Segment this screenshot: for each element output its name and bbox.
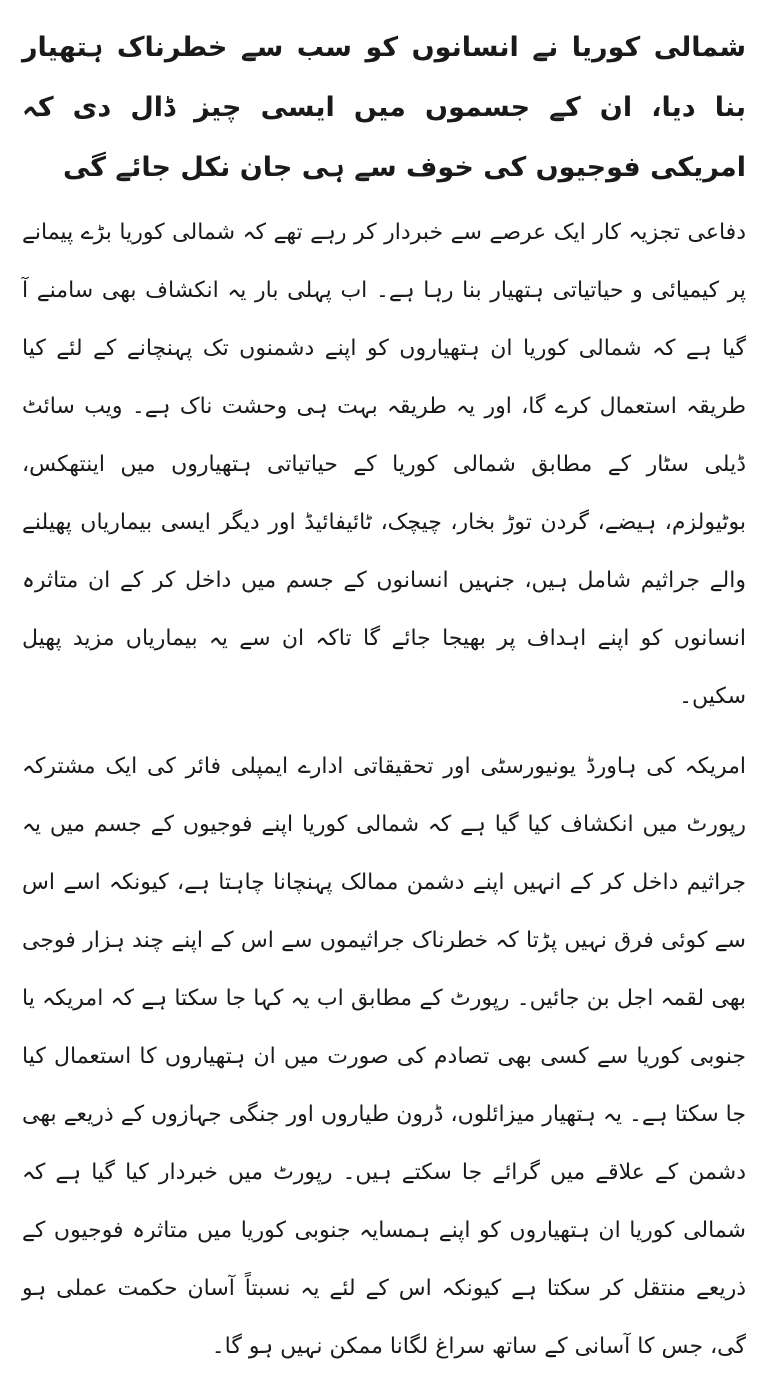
article-paragraph-1: دفاعی تجزیہ کار ایک عرصے سے خبردار کر رہے تھے کہ شمالی کوریا بڑے پیمانے پر کیمیائی و حیاتیاتی ہتھیار بنا رہا ہے۔ اب پہلی بار یہ انکشاف بھی سامنے آ گیا ہے کہ شمالی کوریا ان ہتھیاروں کو اپنے دشمنوں تک پہنچانے کے لئے کیا طریقہ استعمال کرے گا، اور یہ طریقہ بہت ہی وحشت ناک ہے۔ ویب سائٹ ڈیلی سٹار کے مطابق شمالی کوریا کے حیاتیاتی ہتھیاروں میں اینتھکس، بوٹیولزم، ہیضے، گردن توڑ بخار، چیچک، ٹائیفائیڈ اور دیگر ایسی بیماریاں پھیلنے والے جراثیم شامل ہیں، جنہیں انسانوں کے جسم میں داخل کر کے ان متاثرہ انسانوں کو اپنے اہداف پر بھیجا جائے گا تاکہ ان سے یہ بیماریاں مزید پھیل سکیں۔ [22, 220, 746, 709]
article-headline: شمالی کوریا نے انسانوں کو سب سے خطرناک ہتھیار بنا دیا، ان کے جسموں میں ایسی چیز ڈال دی کہ امریکی فوجیوں کی خوف سے ہی جان نکل جائے گی [22, 32, 746, 183]
article-paragraph-2: امریکہ کی ہاورڈ یونیورسٹی اور تحقیقاتی ادارے ایمپلی فائر کی ایک مشترکہ رپورٹ میں انکشاف کیا گیا ہے کہ شمالی کوریا اپنے فوجیوں کے جسم میں یہ جراثیم داخل کر کے انہیں اپنے دشمن ممالک پہنچانا چاہتا ہے، کیونکہ اسے اس سے کوئی فرق نہیں پڑتا کہ خطرناک جراثیموں سے اس کے اپنے چند ہزار فوجی بھی لقمہ اجل بن جائیں۔ رپورٹ کے مطابق اب یہ کہا جا سکتا ہے کہ امریکہ یا جنوبی کوریا سے کسی بھی تصادم کی صورت میں ان ہتھیاروں کا استعمال کیا جا سکتا ہے۔ یہ ہتھیار میزائلوں، ڈرون طیاروں اور جنگی جہازوں کے ذریعے بھی دشمن کے علاقے میں گرائے جا سکتے ہیں۔ رپورٹ میں خبردار کیا گیا ہے کہ شمالی کوریا ان ہتھیاروں کو اپنے ہمسایہ جنوبی کوریا میں متاثرہ فوجیوں کے ذریعے منتقل کر سکتا ہے کیونکہ اس کے لئے یہ نسبتاً آسان حکمت عملی ہو گی، جس کا آسانی کے ساتھ سراغ لگانا ممکن نہیں ہو گا۔ [22, 754, 746, 1359]
article [22, 18, 746, 1376]
